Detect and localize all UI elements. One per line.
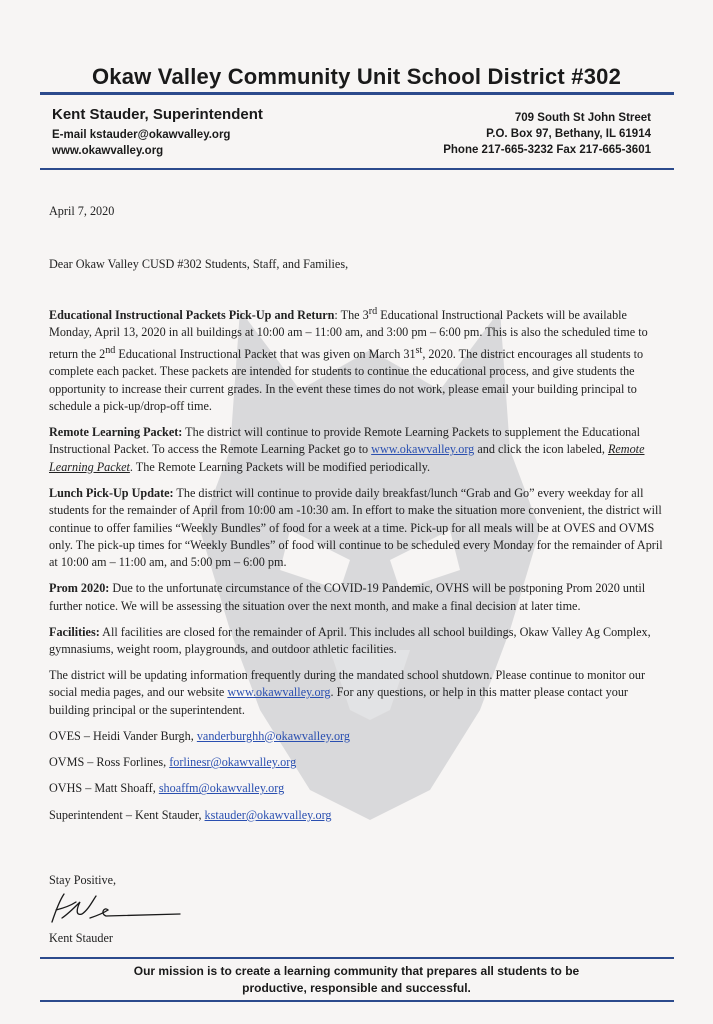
facilities-text: All facilities are closed for the remainder of April. This includes all school buildings, Okaw Valley Ag Complex, gymnasiums, weight room, playgrounds, and outdoor athletic facilities. <box>49 624 651 657</box>
contact-row-ovhs <box>49 780 671 797</box>
header-po-box: P.O. Box 97, Bethany, IL 61914 <box>486 128 651 140</box>
updates-text: . For any questions, or help in this matter please contact your building principal or the superintendent. <box>49 685 628 717</box>
lunch-paragraph <box>49 485 671 572</box>
contact-row-oves <box>49 728 671 745</box>
header-street: 709 South St John Street <box>514 112 651 124</box>
contact-email-link[interactable]: vanderburghh@okawvalley.org <box>196 728 350 743</box>
header-divider-top <box>40 92 674 95</box>
header-phone-fax: Phone 217-665-3232 Fax 217-665-3601 <box>443 144 651 156</box>
contact-label: Superintendent – Kent Stauder, <box>49 807 205 822</box>
updates-text: The district will be updating information frequently during the mandated school shutdown. Please continue to monitor our social media pages, and our website <box>49 667 646 700</box>
facilities-heading: Facilities: <box>49 624 100 639</box>
remote-text: . The Remote Learning Packets will be modified periodically. <box>129 459 431 474</box>
packets-text: Educational Instructional Packet that was given on March 31 <box>115 346 416 361</box>
letterhead-contact-left <box>52 106 263 159</box>
ordinal-suffix: rd <box>368 306 378 317</box>
contact-email-link[interactable]: shoaffm@okawvalley.org <box>158 781 285 796</box>
lunch-heading: Lunch Pick-Up Update: <box>49 485 174 500</box>
updates-paragraph <box>49 667 671 719</box>
contact-list <box>49 728 671 825</box>
letter-body <box>49 303 671 833</box>
header-website: www.okawvalley.org <box>52 145 164 157</box>
remote-text: The district will continue to provide Remote Learning Packets to supplement the Educational Instructional Packet. To access the Remote Learning Packet go to <box>49 425 641 457</box>
prom-paragraph <box>49 580 671 615</box>
contact-label: OVHS – Matt Shoaff, <box>49 781 159 796</box>
contact-email-link[interactable]: forlinesr@okawvalley.org <box>169 755 297 770</box>
remote-learning-icon-label: Remote Learning Packet <box>49 442 645 474</box>
mission-line: Our mission is to create a learning community that prepares all students to be <box>133 964 580 978</box>
contact-row-superintendent <box>49 807 671 824</box>
lunch-text: The district will continue to provide daily breakfast/lunch “Grab and Go” every weekday for all students for the remainder of April from 10:00 am -10:30 am. In effort to make the situation more convenient, the district will continue to offer families “Weekly Bundles” of food for a week at a time. Pick-up for all meals will be at OVES and OVMS only. The pick-up times for “Weekly Bundles” of food will continue to be scheduled every Monday for the remainder of April at 10:00 am – 11:00 am, and 5:00 pm – 6:00 pm. <box>49 485 663 570</box>
letter-date: April 7, 2020 <box>49 204 115 218</box>
prom-heading: Prom 2020: <box>49 581 110 596</box>
ordinal-suffix: st <box>415 344 423 356</box>
superintendent-name: Kent Stauder, Superintendent <box>52 106 263 123</box>
footer-divider-bottom <box>40 1000 674 1002</box>
prom-text: Due to the unfortunate circumstance of the COVID-19 Pandemic, OVHS will be postponing Prom 2020 until further notice. We will be assessing the situation over the next month, and make a final decision at later time. <box>49 581 646 613</box>
header-email: E-mail kstauder@okawvalley.org <box>52 129 231 141</box>
packets-text: , 2020. The district encourages all students to complete each packet. These packets are intended for students to continue the educational process, and give students the opportunity to increase their current grades. In the event these times do not work, please email your building principal to schedule a pick-up/drop-off time. <box>49 346 644 414</box>
packets-paragraph <box>49 303 671 416</box>
packets-text: : The 3 <box>334 308 369 323</box>
signature-icon <box>46 888 186 930</box>
contact-label: OVES – Heidi Vander Burgh, <box>49 728 197 743</box>
facilities-paragraph <box>49 624 671 659</box>
header-divider-bottom <box>40 168 674 170</box>
salutation: Dear Okaw Valley CUSD #302 Students, Staff, and Families, <box>49 257 349 271</box>
district-title: Okaw Valley Community Unit School District #302 <box>92 64 621 89</box>
footer-divider-top <box>40 957 674 959</box>
closing-line: Stay Positive, <box>49 873 117 887</box>
ordinal-suffix: nd <box>105 344 116 356</box>
remote-heading: Remote Learning Packet: <box>49 425 183 440</box>
letterhead-address-right <box>443 108 651 158</box>
packets-heading: Educational Instructional Packets Pick-Up and Return <box>49 308 335 323</box>
website-link[interactable]: www.okawvalley.org <box>227 685 331 700</box>
contact-row-ovms <box>49 754 671 771</box>
website-link[interactable]: www.okawvalley.org <box>371 442 475 457</box>
contact-label: OVMS – Ross Forlines, <box>49 755 170 770</box>
contact-email-link[interactable]: kstauder@okawvalley.org <box>204 807 332 822</box>
remote-text: and click the icon labeled, <box>474 442 608 457</box>
mission-statement <box>80 963 633 997</box>
mission-line: productive, responsible and successful. <box>242 981 471 995</box>
signer-name: Kent Stauder <box>49 931 113 945</box>
remote-learning-paragraph <box>49 424 671 476</box>
packets-text: Educational Instructional Packets will be available Monday, April 13, 2020 in all buildings at 10:00 am – 11:00 am, and 3:00 pm – 6:00 pm. This is also the scheduled time to return the 2 <box>49 308 648 361</box>
